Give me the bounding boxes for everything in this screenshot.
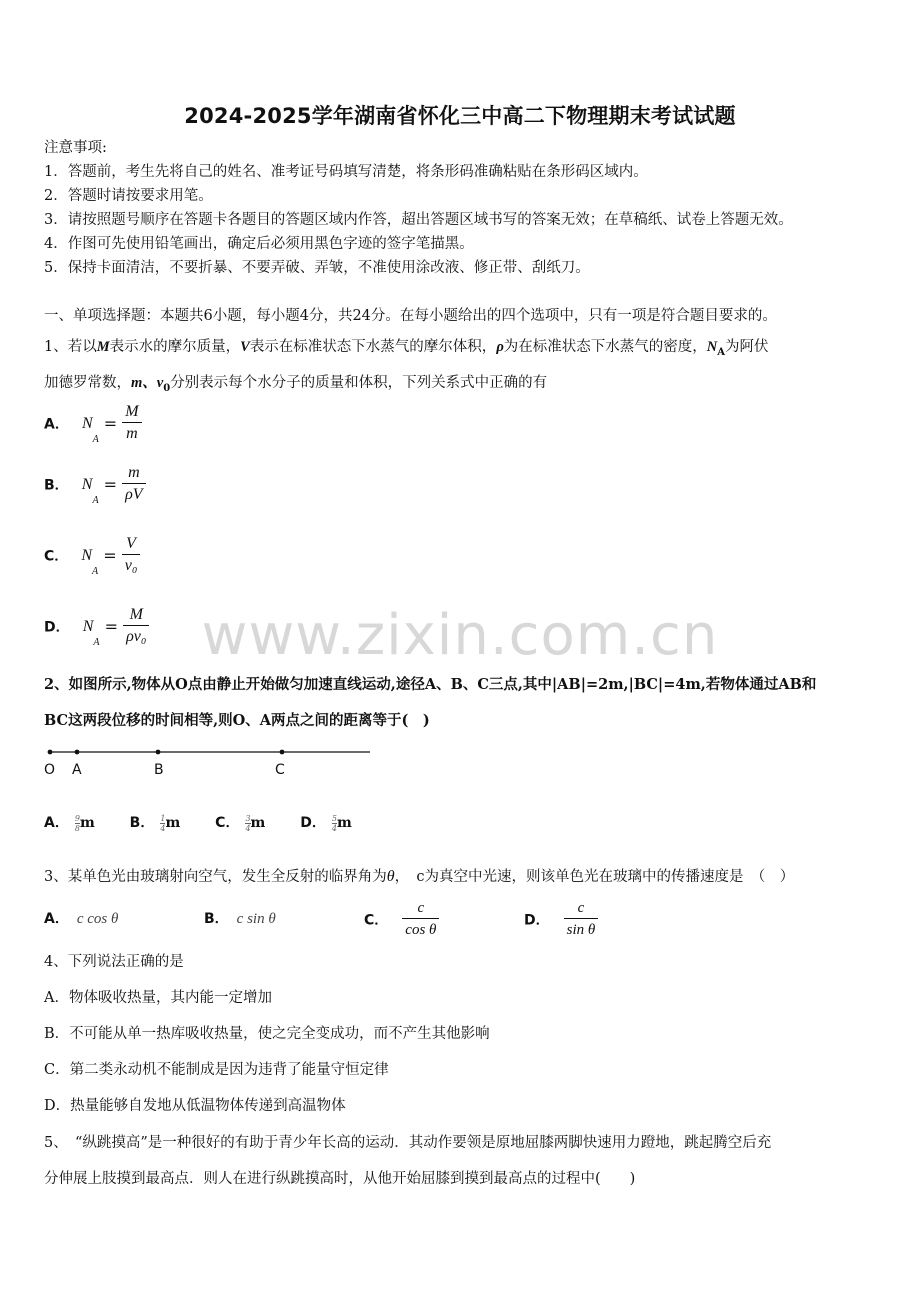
question-2-stem-line1: 2、如图所示,物体从O点由静止开始做匀加速直线运动,途径A、B、C三点,其中|AB|=2m,|BC|=4m,若物体通过AB和	[44, 676, 817, 693]
section-heading: 一、单项选择题：本题共6小题，每小题4分，共24分。在每小题给出的四个选项中，只有一项是符合题目要求的。	[44, 308, 777, 324]
point-o-label: O	[44, 762, 56, 778]
number-line	[44, 740, 384, 785]
q1-option-c[interactable]: C． $N_A$ = $\frac{V}{\text{v₀}}$	[44, 534, 140, 577]
question-2-stem-line2: BC这两段位移的时间相等,则O、A两点之间的距离等于( )	[44, 712, 430, 729]
q3-option-a[interactable]: A． c cos θ	[44, 911, 119, 927]
question-1-stem-line2: 加德罗常数，m、$v_0$分别表示每个水分子的质量和体积，下列关系式中正确的有	[44, 375, 548, 394]
question-3-stem: 3、某单色光由玻璃射向空气，发生全反射的临界角为θ， c为真空中光速，则该单色光在玻璃中的传播速度是 （ ）	[44, 868, 795, 885]
point-a-label: A	[72, 762, 82, 778]
q2-option-d[interactable]: D． $\frac{5}{4}$ m	[300, 813, 352, 833]
point-c-dot	[280, 750, 285, 755]
q1-option-b[interactable]: B． $N_A$ = $\frac{m}{\rho V}$	[44, 463, 146, 506]
point-b-dot	[156, 750, 161, 755]
q3-option-b[interactable]: B． c sin θ	[204, 911, 276, 927]
q3-option-d[interactable]: D． $\frac{c}{\text{sin θ}}$	[524, 898, 598, 941]
q4-option-b[interactable]: B．不可能从单一热库吸收热量，使之完全变成功，而不产生其他影响	[44, 1026, 490, 1042]
q1-option-a[interactable]: A． $N_A$ = $\frac{M}{m}$	[44, 402, 142, 445]
notice-item: 5．保持卡面清洁，不要折暴、不要弄破、弄皱，不准使用涂改液、修正带、刮纸刀。	[44, 260, 590, 276]
notice-item: 2．答题时请按要求用笔。	[44, 188, 213, 204]
notice-heading: 注意事项:	[44, 140, 107, 156]
q2-options	[44, 812, 352, 833]
watermark: www.zixin.com.cn	[201, 603, 719, 668]
q4-option-d[interactable]: D．热量能够自发地从低温物体传递到高温物体	[44, 1098, 346, 1114]
q4-option-c[interactable]: C．第二类永动机不能制成是因为违背了能量守恒定律	[44, 1062, 389, 1078]
question-5-stem-line1: 5、 “纵跳摸高”是一种很好的有助于青少年长高的运动．其动作要领是原地屈膝两脚快速用力蹬地，跳起腾空后充	[44, 1135, 772, 1151]
q1-option-d[interactable]: D． $N_A$ = $\frac{M}{\text{ρv₀}}$	[44, 605, 149, 648]
notice-item: 1．答题前，考生先将自己的姓名、准考证号码填写清楚，将条形码准确粘贴在条形码区域内。	[44, 164, 648, 180]
point-a-dot	[75, 750, 80, 755]
point-c-label: C	[275, 762, 285, 778]
page-title: 2024-2025学年湖南省怀化三中高二下物理期末考试试题	[184, 104, 736, 128]
q2-option-b[interactable]: B． $\frac{1}{4}$ m	[129, 813, 181, 833]
notice-item: 4．作图可先使用铅笔画出，确定后必须用黑色字迹的签字笔描黑。	[44, 236, 474, 252]
q2-option-a[interactable]: A． $\frac{9}{8}$ m	[44, 813, 95, 833]
q4-option-a[interactable]: A．物体吸收热量，其内能一定增加	[44, 990, 272, 1006]
question-1-stem-line1: 1、若以M表示水的摩尔质量，V表示在标准状态下水蒸气的摩尔体积，ρ为在标准状态下水蒸气的密度，$N_A$为阿伏	[44, 339, 769, 358]
point-b-label: B	[154, 762, 164, 778]
question-5-stem-line2: 分伸展上肢摸到最高点．则人在进行纵跳摸高时，从他开始屈膝到摸到最高点的过程中( )	[44, 1171, 636, 1187]
q3-option-c[interactable]: C． $\frac{c}{\text{cos θ}}$	[364, 898, 439, 941]
notice-item: 3．请按照题号顺序在答题卡各题目的答题区域内作答，超出答题区域书写的答案无效；在草稿纸、试卷上答题无效。	[44, 212, 793, 228]
point-o-dot	[48, 750, 53, 755]
motion-diagram	[44, 740, 384, 785]
question-4-stem: 4、下列说法正确的是	[44, 954, 184, 970]
q2-option-c[interactable]: C． $\frac{3}{4}$ m	[215, 813, 266, 833]
